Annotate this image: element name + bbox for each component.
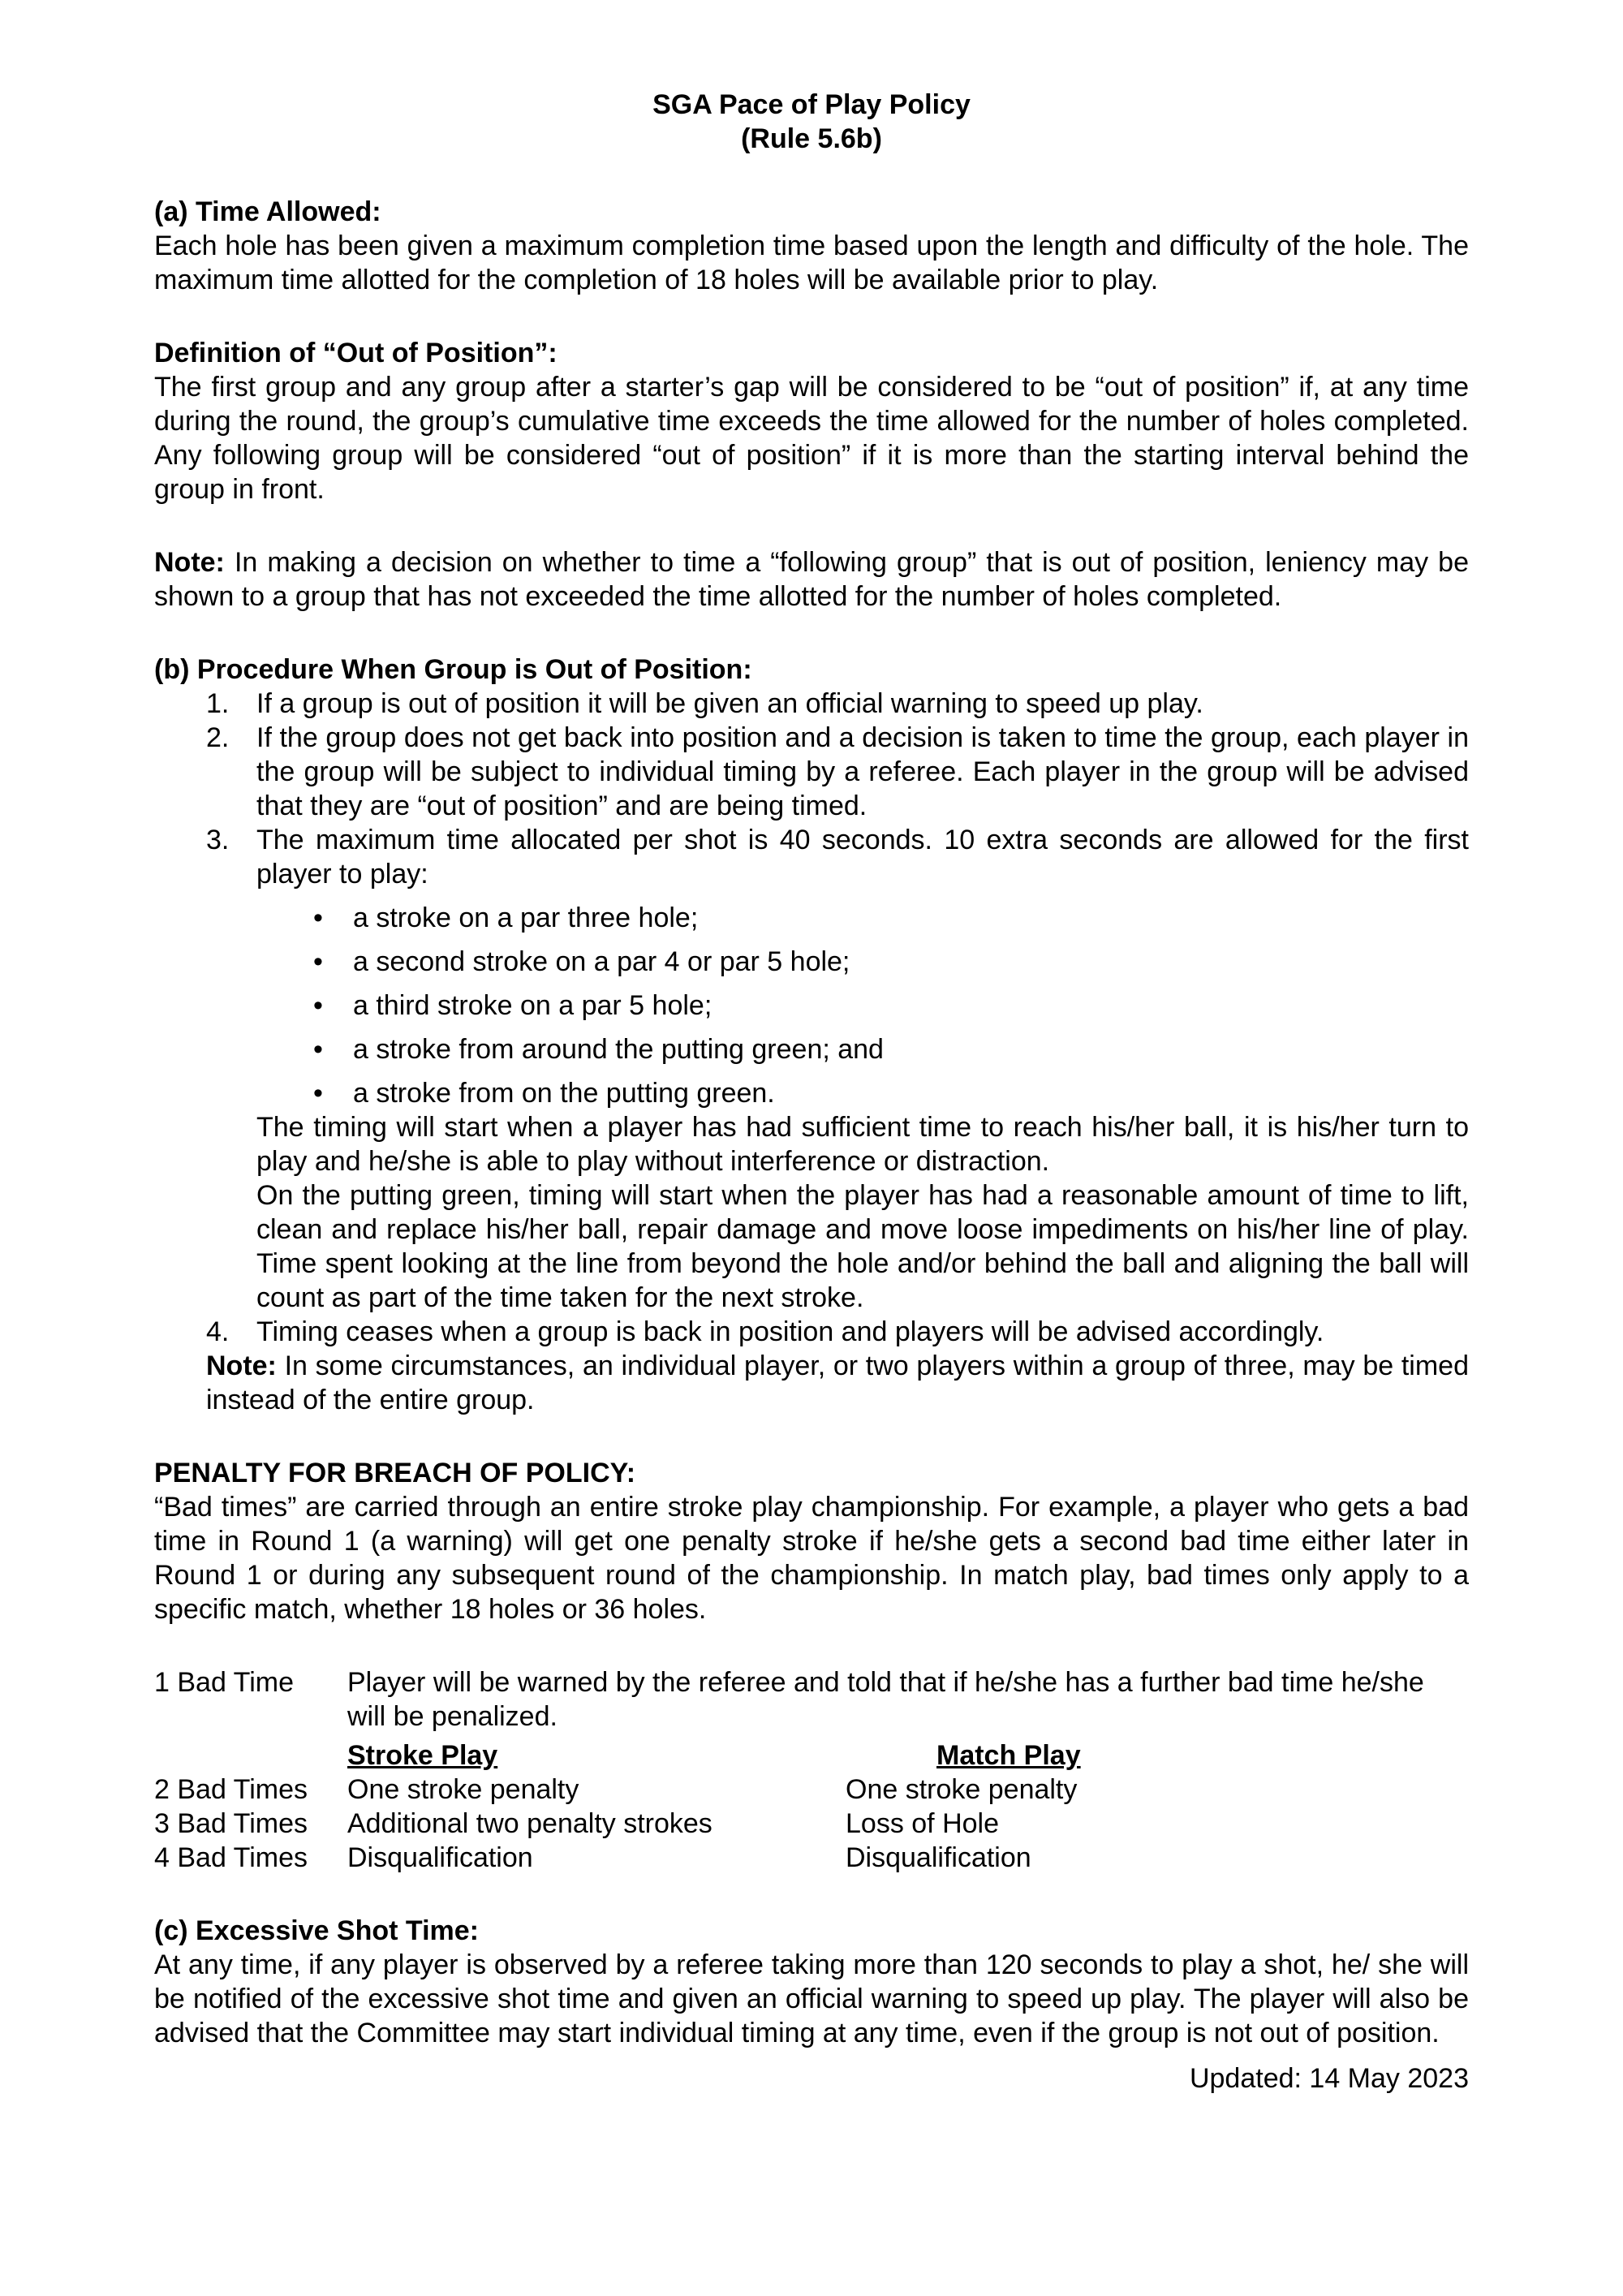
bullet-text: a third stroke on a par 5 hole; [353, 990, 712, 1021]
bad-times-header-row [154, 1738, 1469, 1773]
bullet-icon: • [313, 946, 323, 977]
definition-heading: Definition of “Out of Position”: [154, 338, 558, 368]
bad-times-table [154, 1665, 1469, 1875]
note-label: Note: [206, 1350, 277, 1381]
item-number: 2. [206, 722, 230, 753]
note-leniency-paragraph [154, 545, 1469, 614]
document-subtitle: (Rule 5.6b) [741, 123, 882, 154]
bullet-icon: • [313, 902, 323, 933]
procedure-item-2 [154, 721, 1469, 823]
item-number: 3. [206, 825, 230, 855]
bullet-item-2 [154, 945, 1469, 979]
bad-times-count: 2 Bad Times [154, 1774, 308, 1805]
section-penalty [154, 1456, 1469, 1626]
note-text: In making a decision on whether to time a “following group” that is out of position, leniency may be shown to a group that has not exceeded the time allotted for the number of holes completed. [154, 547, 1469, 612]
item-text: Timing ceases when a group is back in position and players will be advised accordingly. [256, 1316, 1324, 1347]
bad-times-row-3 [154, 1807, 1469, 1841]
putting-green-paragraph: On the putting green, timing will start when the player has had a reasonable amount of time to lift, clean and replace his/her ball, repair damage and move loose impediments on his/her line of play. Time spent looking at the line from beyond the hole and/or behind the ball and aligning the ball will count as part of the time taken for the next stroke. [256, 1180, 1469, 1313]
match-play-header-cell [846, 1738, 1469, 1773]
bad-times-row-2 [154, 1773, 1469, 1807]
bad-times-count: 4 Bad Times [154, 1842, 308, 1873]
item-number: 4. [206, 1316, 230, 1347]
header-spacer [154, 1738, 346, 1773]
penalty-heading: PENALTY FOR BREACH OF POLICY: [154, 1458, 636, 1488]
section-c-heading: (c) Excessive Shot Time: [154, 1915, 479, 1946]
note-text: In some circumstances, an individual player, or two players within a group of three, may be timed instead of the entire group. [206, 1350, 1469, 1415]
penalty-body: “Bad times” are carried through an entire stroke play championship. For example, a player who gets a bad time in Round 1 (a warning) will get one penalty stroke if he/she gets a second bad time either later in Round 1 or during any subsequent round of the championship. In match play, bad times only apply to a specific match, whether 18 holes or 36 holes. [154, 1492, 1469, 1625]
bullet-text: a stroke from around the putting green; and [353, 1034, 884, 1065]
updated-date: Updated: 14 May 2023 [1189, 2063, 1469, 2094]
note-individual-timing [206, 1349, 1469, 1417]
bad-times-row-4 [154, 1841, 1469, 1875]
stroke-play-penalty: One stroke penalty [347, 1774, 579, 1805]
bad-times-count: 3 Bad Times [154, 1808, 308, 1839]
definition-body: The first group and any group after a starter’s gap will be considered to be “out of position” if, at any time during the round, the group’s cumulative time exceeds the time allowed for the number of holes completed. Any following group will be considered “out of position” if it is more than the starting interval behind the group in front. [154, 372, 1469, 505]
bullet-item-1 [154, 901, 1469, 935]
stroke-play-header: Stroke Play [347, 1740, 498, 1771]
bullet-icon: • [313, 1078, 323, 1109]
note-leniency [154, 545, 1469, 614]
item-text: If the group does not get back into position and a decision is taken to time the group, each player in the group will be subject to individual timing by a referee. Each player in the group will be advised that they are “out of position” and are being timed. [256, 722, 1469, 821]
section-time-allowed [154, 195, 1469, 297]
match-play-penalty: Disqualification [846, 1842, 1031, 1873]
bullet-item-4 [154, 1032, 1469, 1066]
section-excessive-shot-time [154, 1914, 1469, 2050]
section-procedure [154, 653, 1469, 1417]
item-text: If a group is out of position it will be given an official warning to speed up play. [256, 688, 1203, 719]
bullet-item-5 [154, 1076, 1469, 1110]
procedure-item-4 [154, 1315, 1469, 1349]
procedure-item-1 [154, 687, 1469, 721]
note-label: Note: [154, 547, 225, 578]
section-a-body: Each hole has been given a maximum completion time based upon the length and difficulty of the hole. The maximum time allotted for the completion of 18 holes will be available prior to play. [154, 230, 1469, 295]
bullet-text: a stroke on a par three hole; [353, 902, 699, 933]
bad-times-description: Player will be warned by the referee and told that if he/she has a further bad time he/she will be penalized. [347, 1667, 1424, 1732]
timing-start-paragraph: The timing will start when a player has had sufficient time to reach his/her ball, it is his/her turn to play and he/she is able to play without interference or distraction. [256, 1112, 1469, 1177]
match-play-penalty: One stroke penalty [846, 1774, 1078, 1805]
bullet-icon: • [313, 990, 323, 1021]
section-b-heading: (b) Procedure When Group is Out of Position: [154, 654, 752, 685]
stroke-play-penalty: Disqualification [347, 1842, 533, 1873]
procedure-item-3 [154, 823, 1469, 891]
item-number: 1. [206, 688, 230, 719]
item-text: The maximum time allocated per shot is 40 seconds. 10 extra seconds are allowed for the first player to play: [256, 825, 1469, 890]
bullet-item-3 [154, 989, 1469, 1023]
bullet-text: a second stroke on a par 4 or par 5 hole; [353, 946, 850, 977]
stroke-play-penalty: Additional two penalty strokes [347, 1808, 712, 1839]
match-play-penalty: Loss of Hole [846, 1808, 999, 1839]
bad-times-row-1 [154, 1665, 1469, 1734]
section-a-heading: (a) Time Allowed: [154, 196, 381, 227]
document-title: SGA Pace of Play Policy [652, 89, 971, 120]
section-c-body: At any time, if any player is observed by a referee taking more than 120 seconds to play a shot, he/ she will be notified of the excessive shot time and given an official warning to speed up play. The player will also be advised that the Committee may start individual timing at any time, even if the group is not out of position. [154, 1949, 1469, 2048]
bullet-icon: • [313, 1034, 323, 1065]
bullet-text: a stroke from on the putting green. [353, 1078, 775, 1109]
bad-times-count: 1 Bad Time [154, 1667, 294, 1698]
section-definition [154, 336, 1469, 506]
match-play-header: Match Play [936, 1740, 1081, 1771]
